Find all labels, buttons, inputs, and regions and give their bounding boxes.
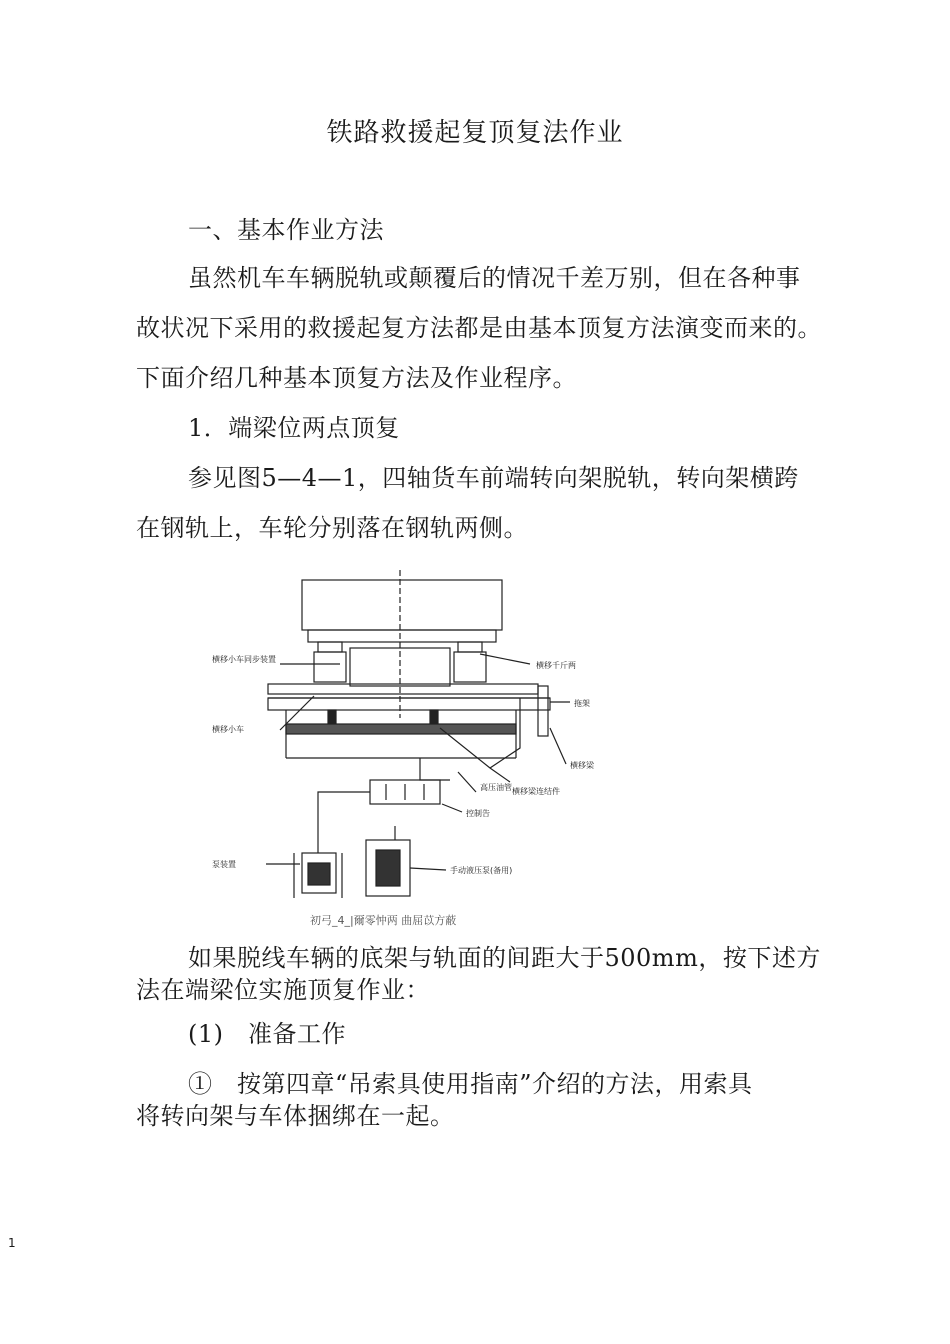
sleeper-shape bbox=[286, 724, 516, 734]
left-jack-top bbox=[318, 642, 342, 652]
label-bracket: 拖架 bbox=[574, 699, 590, 708]
figure-caption: 初弓_4_|爾零忡两 曲屈苡方蔽 bbox=[310, 914, 457, 927]
pump-motor-shape bbox=[308, 863, 330, 885]
label-sync-device: 横移小车同步装置 bbox=[212, 655, 276, 664]
side-beam-shape bbox=[538, 686, 548, 736]
underframe-shape bbox=[308, 630, 496, 642]
leader-jack bbox=[480, 654, 530, 664]
paragraph-line: ① 按第四章“吊索具使用指南”介绍的方法，用索具 bbox=[188, 1070, 753, 1098]
leader-beam bbox=[550, 728, 566, 764]
label-beam: 横移梁 bbox=[570, 761, 594, 770]
subsection-heading: 1．端梁位两点顶复 bbox=[188, 414, 400, 442]
label-hose: 高压油管 bbox=[480, 783, 512, 792]
paragraph-line: 参见图5—4—1，四轴货车前端转向架脱轨，转向架横跨 bbox=[188, 464, 799, 492]
label-trolley: 横移小车 bbox=[212, 725, 244, 734]
car-body-shape bbox=[302, 580, 502, 630]
left-rail-shape bbox=[328, 710, 336, 724]
label-hand-pump: 手动液压泵(备用) bbox=[450, 866, 513, 875]
leader-control bbox=[442, 804, 462, 812]
leader-hand-pump bbox=[410, 868, 446, 870]
paragraph-line: 下面介绍几种基本顶复方法及作业程序。 bbox=[136, 364, 577, 392]
figure-jacking-diagram bbox=[190, 568, 610, 908]
label-connector: 横移梁连结件 bbox=[512, 787, 560, 796]
paragraph-line: 如果脱线车辆的底架与轨面的间距大于500mm，按下述方 bbox=[188, 944, 821, 972]
page-title: 铁路救援起复顶复法作业 bbox=[326, 118, 624, 148]
right-rail-shape bbox=[430, 710, 438, 724]
subsection-heading: (1) 准备工作 bbox=[188, 1020, 346, 1048]
label-pump: 泵装置 bbox=[212, 860, 236, 869]
hand-pump-body bbox=[376, 850, 400, 886]
pump-hose-line bbox=[318, 792, 370, 853]
paragraph-line: 在钢轨上，车轮分别落在钢轨两侧。 bbox=[136, 514, 528, 542]
paragraph-line: 法在端梁位实施顶复作业： bbox=[136, 976, 430, 1004]
paragraph-line: 虽然机车车辆脱轨或颠覆后的情况千差万别，但在各种事 bbox=[188, 264, 801, 292]
left-jack-body bbox=[314, 652, 346, 682]
right-jack-body bbox=[454, 652, 486, 682]
right-jack-top bbox=[458, 642, 482, 652]
page-number: 1 bbox=[8, 1236, 16, 1250]
hose-line-1 bbox=[420, 758, 450, 780]
leader-hose bbox=[458, 772, 476, 792]
diagram-svg bbox=[190, 568, 610, 908]
paragraph-line: 将转向架与车体捆绑在一起。 bbox=[136, 1102, 455, 1130]
label-jack: 横移千斤两 bbox=[536, 661, 576, 670]
section-heading: 一、基本作业方法 bbox=[188, 216, 384, 244]
paragraph-line: 故状况下采用的救援起复方法都是由基本顶复方法演变而来的。 bbox=[136, 314, 822, 342]
label-control: 控制告 bbox=[466, 809, 490, 818]
hose-line-2 bbox=[440, 728, 510, 782]
